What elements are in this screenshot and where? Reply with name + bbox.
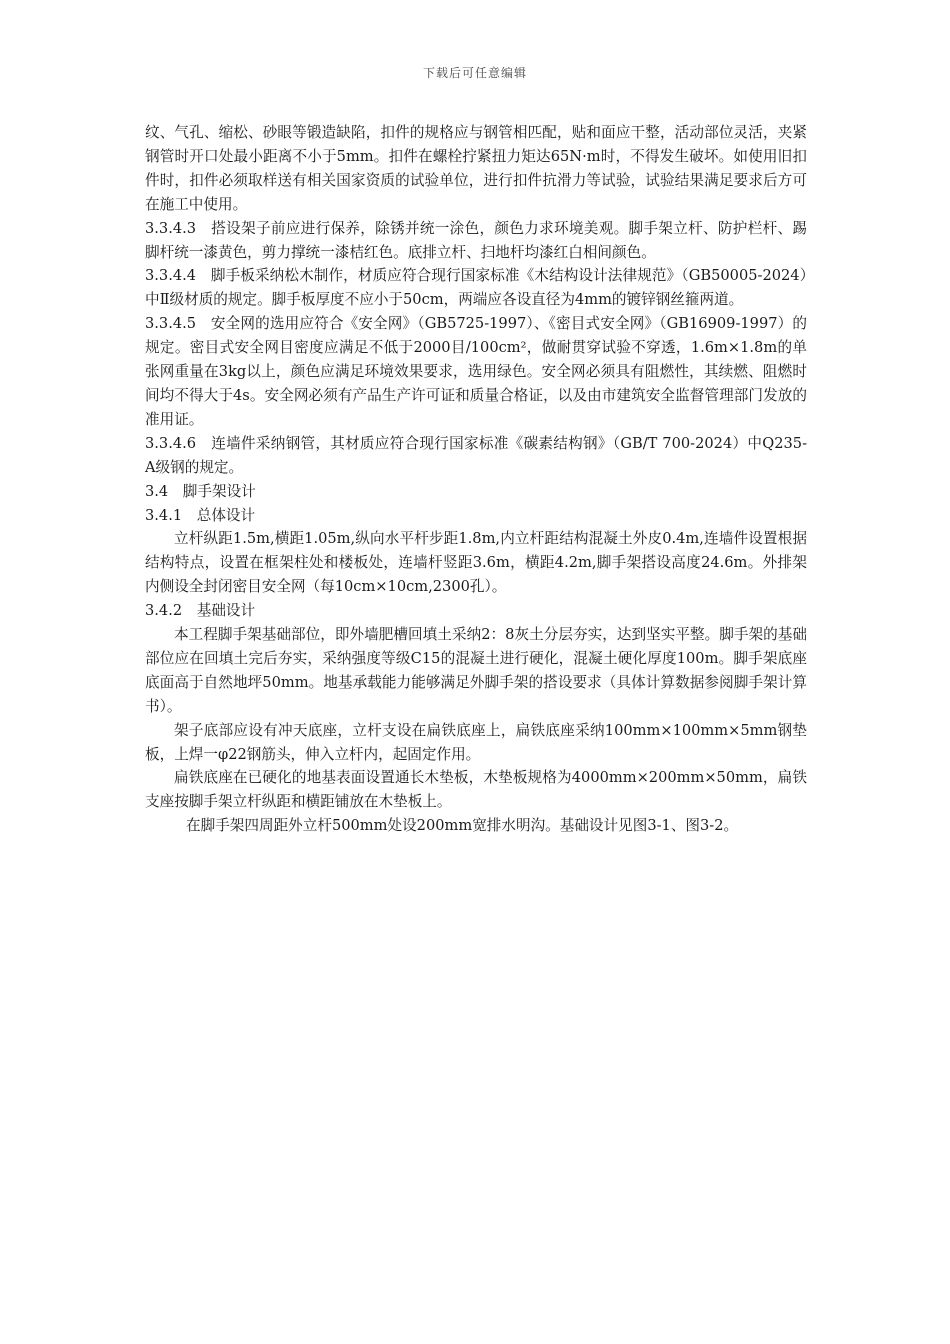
section-3-3-4-6: 3.3.4.6 连墙件采纳钢管，其材质应符合现行国家标准《碳素结构钢》（GB/T 700-2024）中Q235-A级钢的规定。 xyxy=(145,434,807,476)
paragraph-overall-design: 立杆纵距1.5m,横距1.05m,纵向水平杆步距1.8m,内立杆距结构混凝土外皮0.4m,连墙件设置根据结构特点，设置在框架柱处和楼板处，连墙杆竖距3.6m，横距4.2m,脚手架搭设高度24.6m。外排架内侧设全封闭密目安全网（每10cm×10cm,2300孔）。 xyxy=(145,530,807,596)
section-3-3-4-4: 3.3.4.4 脚手板采纳松木制作，材质应符合现行国家标准《木结构设计法律规范》（GB50005-2024）中Ⅱ级材质的规定。脚手板厚度不应小于50cm，两端应各设直径为4mm的镀锌钢丝箍两道。 xyxy=(145,267,807,309)
paragraph-base-support: 架子底部应设有冲天底座，立杆支设在扁铁底座上，扁铁底座采纳100mm×100mm×5mm钢垫板，上焊一φ22钢筋头，伸入立杆内，起固定作用。 xyxy=(145,721,807,763)
paragraph-fastener-requirements: 纹、气孔、缩松、砂眼等锻造缺陷，扣件的规格应与钢管相匹配，贴和面应干整，活动部位灵活，夹紧钢管时开口处最小距离不小于5mm。扣件在螺栓拧紧扭力矩达65N·m时，不得发生破坏。如使用旧扣件时，扣件必须取样送有相关国家资质的试验单位，进行扣件抗滑力等试验，试验结果满足要求后方可在施工中使用。 xyxy=(145,124,807,213)
heading-3-4-2: 3.4.2 基础设计 xyxy=(145,602,256,620)
paragraph-drainage: 在脚手架四周距外立杆500mm处设200mm宽排水明沟。基础设计见图3-1、图3-2。 xyxy=(186,817,739,835)
heading-3-4: 3.4 脚手架设计 xyxy=(145,482,256,500)
document-body xyxy=(145,121,807,838)
section-3-3-4-3: 3.3.4.3 搭设架子前应进行保养，除锈并统一涂色，颜色力求环境美观。脚手架立杆、防护栏杆、踢脚杆统一漆黄色，剪力撑统一漆桔红色。底排立杆、扫地杆均漆红白相间颜色。 xyxy=(145,219,807,261)
section-3-3-4-5: 3.3.4.5 安全网的选用应符合《安全网》（GB5725-1997）、《密目式安全网》（GB16909-1997）的规定。密目式安全网目密度应满足不低于2000目/100cm²，做耐贯穿试验不穿透，1.6m×1.8m的单张网重量在3kg以上，颜色应满足环境效果要求，选用绿色。安全网必须具有阻燃性，其续燃、阻燃时间均不得大于4s。安全网必须有产品生产许可证和质量合格证，以及由市建筑安全监督管理部门发放的准用证。 xyxy=(145,315,807,428)
heading-3-4-1: 3.4.1 总体设计 xyxy=(145,506,256,524)
page-header: 下载后可任意编辑 xyxy=(422,66,527,80)
paragraph-foundation-design: 本工程脚手架基础部位，即外墙肥槽回填土采纳2：8灰土分层夯实，达到坚实平整。脚手架的基础部位应在回填土完后夯实，采纳强度等级C15的混凝土进行硬化，混凝土硬化厚度100m。脚手架底座底面高于自然地坪50mm。地基承载能力能够满足外脚手架的搭设要求（具体计算数据参阅脚手架计算书）。 xyxy=(145,626,807,715)
paragraph-wood-pad: 扁铁底座在已硬化的地基表面设置通长木垫板，木垫板规格为4000mm×200mm×50mm，扁铁支座按脚手架立杆纵距和横距铺放在木垫板上。 xyxy=(145,769,807,811)
